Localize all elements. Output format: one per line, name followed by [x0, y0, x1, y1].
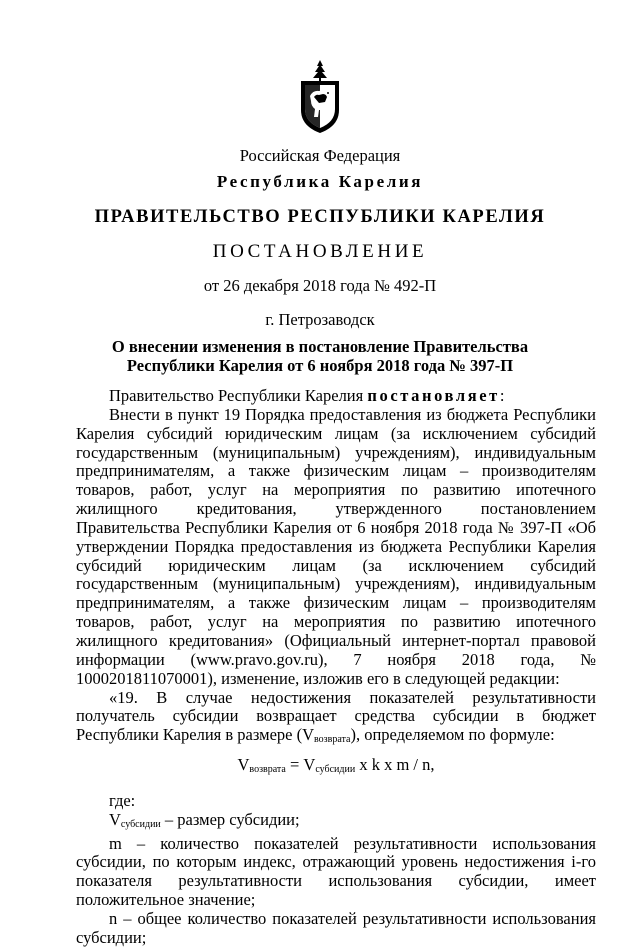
clause-19-paragraph — [76, 689, 596, 751]
document-date-number: от 26 декабря 2018 года № 492-П — [203, 276, 437, 295]
country-name: Российская Федерация — [239, 146, 401, 165]
karelia-coat-of-arms-icon — [298, 60, 342, 134]
preamble-text: Правительство Республики Карелия — [109, 386, 368, 405]
subscript: возврата — [314, 734, 351, 746]
where-label: где: — [109, 790, 136, 810]
subject-line: Республики Карелия от 6 ноября 2018 года № 397-П — [126, 356, 514, 375]
formula — [76, 756, 596, 780]
subject-line: О внесении изменения в постановление Правительства — [111, 337, 529, 356]
preamble — [76, 387, 596, 406]
formula-part: V — [237, 755, 250, 775]
government-title: ПРАВИТЕЛЬСТВО РЕСПУБЛИКИ КАРЕЛИЯ — [94, 207, 546, 227]
clause-text: ), определяемом по формуле: — [350, 725, 555, 745]
definition-v — [76, 811, 596, 835]
formula-part: = V — [285, 755, 316, 775]
republic-name: Республика Карелия — [216, 172, 424, 191]
subscript: субсидии — [120, 818, 161, 830]
document-type: ПОСТАНОВЛЕНИЕ — [212, 241, 428, 262]
definition-m: m – количество показателей результативности использования субсидии, по которым индекс, отражающий уровень недостижения i-го показателя результативности использования субсидии, имеет положительное значение; — [76, 833, 596, 910]
subscript: возврата — [249, 764, 286, 776]
amendment-paragraph: Внести в пункт 19 Порядка предоставления из бюджета Республики Карелия субсидий юридическим лицам (за исключением субсидий государственным (муниципальным) учреждениям), индивидуальным предпринимателям, а также физическим лицам – производителям товаров, работ, услуг на мероприятия по развитию ипотечного жилищного кредитования, утвержденного постановлением Правительства Республики Карелия от 6 ноября 2018 года № 397-П «Об утверждении Порядка предоставления из бюджета Республики Карелия субсидий юридическим лицам (за исключением субсидий государственным (муниципальным) учреждениям), индивидуальным предпринимателям, а также физическим лицам – производителям товаров, работ, услуг на мероприятия по развитию ипотечного жилищного кредитования» (Официальный интернет-портал правовой информации (www.pravo.gov.ru), 7 ноября 2018 года, № 1000201811070001), изменение, изложив его в следующей редакции: — [76, 404, 596, 688]
preamble-decree-word: постановляет — [367, 386, 500, 405]
document-subject — [0, 337, 640, 375]
definition-n: n – общее количество показателей результативности использования субсидии; — [76, 908, 596, 947]
subscript: субсидии — [315, 764, 356, 776]
formula-part: x k x m / n, — [355, 755, 435, 775]
clause-text: «19. В случае недостижения показателей результативности получатель субсидии возвращает средства субсидии в бюджет Республики Карелия в размере (V — [76, 687, 596, 745]
definition-text: – размер субсидии; — [160, 809, 300, 829]
definition-symbol: V — [109, 809, 121, 829]
city: г. Петрозаводск — [265, 310, 375, 329]
preamble-colon: : — [499, 386, 505, 405]
document-body — [76, 387, 596, 948]
